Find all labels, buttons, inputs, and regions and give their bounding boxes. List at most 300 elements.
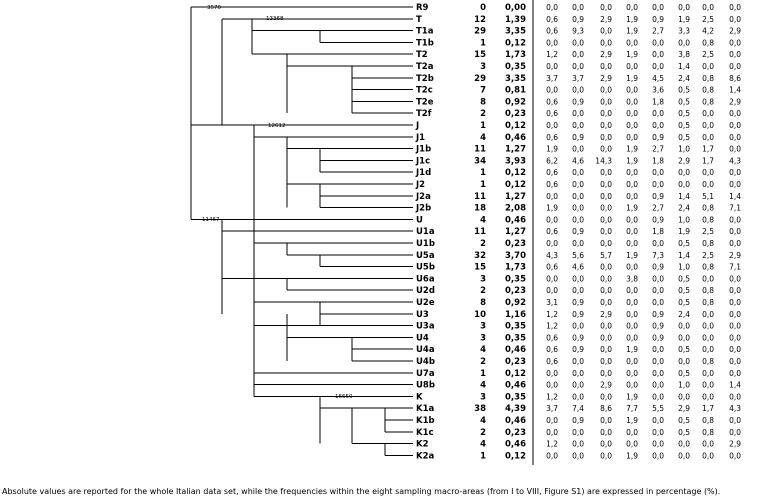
area-frequency-7: 0,0 xyxy=(702,368,714,378)
count-value: 0 xyxy=(480,3,486,13)
table-row xyxy=(416,215,741,225)
table-row xyxy=(416,97,741,107)
area-frequency-7: 0,8 xyxy=(702,85,714,95)
count-value: 11 xyxy=(474,191,486,202)
area-frequency-6: 2,9 xyxy=(678,404,690,414)
total-frequency: 0,92 xyxy=(505,97,526,108)
count-value: 2 xyxy=(480,239,486,249)
area-frequency-2: 4,6 xyxy=(572,262,584,272)
area-frequency-5: 0,9 xyxy=(652,333,664,343)
area-frequency-8: 0,0 xyxy=(729,38,741,48)
area-frequency-5: 1,8 xyxy=(652,227,664,237)
area-frequency-6: 3,8 xyxy=(678,50,690,60)
area-frequency-5: 0,0 xyxy=(652,50,664,60)
area-frequency-6: 0,5 xyxy=(678,368,690,378)
haplogroup-label: K2a xyxy=(416,451,435,462)
area-frequency-5: 0,0 xyxy=(652,109,664,119)
area-frequency-1: 0,6 xyxy=(546,357,558,366)
area-frequency-2: 0,0 xyxy=(572,3,584,12)
area-frequency-8: 0,0 xyxy=(729,392,741,402)
area-frequency-1: 0,0 xyxy=(546,416,558,425)
area-frequency-8: 2,9 xyxy=(729,97,741,107)
area-frequency-4: 1,9 xyxy=(626,26,638,36)
count-value: 3 xyxy=(480,321,486,332)
tree-node-labels xyxy=(202,5,353,400)
area-frequency-8: 0,0 xyxy=(729,132,741,142)
area-frequency-1: 0,0 xyxy=(546,274,558,284)
node-label: 11467 xyxy=(202,217,220,223)
area-frequency-5: 0,0 xyxy=(652,345,664,355)
area-frequency-2: 0,9 xyxy=(572,97,584,107)
area-frequency-3: 0,0 xyxy=(600,38,612,48)
count-value: 12 xyxy=(474,14,486,25)
area-frequency-1: 1,2 xyxy=(546,321,558,331)
count-value: 3 xyxy=(480,274,486,285)
area-frequency-2: 0,0 xyxy=(572,109,584,119)
area-frequency-1: 0,6 xyxy=(546,109,558,119)
area-frequency-2: 3,7 xyxy=(572,73,584,83)
area-frequency-1: 1,2 xyxy=(546,309,558,319)
area-frequency-3: 0,0 xyxy=(600,144,612,154)
haplogroup-label: T2e xyxy=(416,97,434,108)
area-frequency-2: 0,0 xyxy=(572,286,584,296)
table-row xyxy=(416,440,741,450)
area-frequency-1: 0,0 xyxy=(546,215,558,225)
haplogroup-label: J2 xyxy=(416,180,426,190)
area-frequency-3: 2,9 xyxy=(600,73,612,83)
area-frequency-3: 0,0 xyxy=(600,321,612,331)
table-row xyxy=(416,62,741,72)
area-frequency-2: 0,0 xyxy=(572,368,584,378)
area-frequency-3: 0,0 xyxy=(600,274,612,284)
haplogroup-label: T2f xyxy=(416,109,432,120)
area-frequency-5: 1,8 xyxy=(652,97,664,107)
table-row xyxy=(416,404,741,414)
table-row xyxy=(415,145,741,155)
area-frequency-1: 4,3 xyxy=(546,250,558,260)
area-frequency-5: 0,9 xyxy=(652,215,664,225)
total-frequency: 1,73 xyxy=(505,262,526,273)
area-frequency-7: 0,0 xyxy=(702,439,714,449)
count-value: 4 xyxy=(480,416,486,426)
area-frequency-5: 0,0 xyxy=(652,392,664,402)
area-frequency-3: 14,3 xyxy=(595,156,612,166)
haplogroup-label: J1b xyxy=(416,144,432,155)
area-frequency-6: 1,0 xyxy=(678,215,690,225)
area-frequency-4: 0,0 xyxy=(626,3,638,12)
area-frequency-6: 1,4 xyxy=(678,191,690,201)
area-frequency-5: 0,0 xyxy=(652,451,664,461)
area-frequency-3: 0,0 xyxy=(600,333,612,343)
haplogroup-label: T1b xyxy=(416,38,434,49)
table-row xyxy=(416,38,741,48)
total-frequency: 0,12 xyxy=(505,121,526,131)
count-value: 1 xyxy=(480,121,486,131)
area-frequency-4: 0,0 xyxy=(626,309,638,319)
table-row xyxy=(416,357,741,367)
area-frequency-8: 0,0 xyxy=(729,144,741,154)
haplogroup-label: U4 xyxy=(416,333,429,344)
area-frequency-3: 2,9 xyxy=(600,309,612,319)
area-frequency-3: 0,0 xyxy=(600,26,612,36)
count-value: 4 xyxy=(480,380,486,391)
area-frequency-4: 1,9 xyxy=(626,345,638,355)
area-frequency-6: 0,5 xyxy=(678,132,690,142)
area-frequency-8: 0,0 xyxy=(729,121,741,130)
area-frequency-5: 0,0 xyxy=(652,416,664,425)
area-frequency-1: 0,0 xyxy=(546,3,558,12)
count-value: 2 xyxy=(480,427,486,438)
area-frequency-1: 0,6 xyxy=(546,14,558,24)
area-frequency-3: 0,0 xyxy=(600,427,612,437)
count-value: 8 xyxy=(480,97,486,108)
area-frequency-6: 0,0 xyxy=(678,439,690,449)
area-frequency-1: 0,0 xyxy=(546,239,558,248)
area-frequency-3: 5,7 xyxy=(600,250,612,260)
area-frequency-1: 0,6 xyxy=(546,26,558,36)
haplogroup-label: U5a xyxy=(416,250,435,261)
area-frequency-3: 0,0 xyxy=(600,109,612,119)
haplogroup-label: U2d xyxy=(416,286,435,297)
area-frequency-6: 0,5 xyxy=(678,121,690,130)
area-frequency-7: 0,8 xyxy=(702,215,714,225)
area-frequency-2: 5,6 xyxy=(572,250,584,260)
total-frequency: 1,16 xyxy=(505,309,526,320)
area-frequency-7: 0,0 xyxy=(702,121,714,130)
table-row xyxy=(416,27,741,37)
area-frequency-8: 0,0 xyxy=(729,274,741,284)
count-value: 2 xyxy=(480,109,486,120)
area-frequency-1: 0,0 xyxy=(546,38,558,48)
haplogroup-label: R9 xyxy=(416,3,429,13)
total-frequency: 0,35 xyxy=(505,274,526,285)
haplogroup-label: U1a xyxy=(416,227,435,238)
total-frequency: 0,12 xyxy=(505,180,526,190)
area-frequency-1: 0,6 xyxy=(546,227,558,237)
area-frequency-7: 0,0 xyxy=(702,451,714,461)
table-row xyxy=(416,109,741,119)
total-frequency: 0,35 xyxy=(505,321,526,332)
area-frequency-6: 2,4 xyxy=(678,203,690,213)
table-row xyxy=(416,274,741,284)
haplogroup-label: U7a xyxy=(416,368,435,379)
count-value: 38 xyxy=(474,404,486,415)
count-value: 4 xyxy=(480,439,486,450)
area-frequency-8: 0,0 xyxy=(729,168,741,178)
area-frequency-8: 0,0 xyxy=(729,357,741,366)
area-frequency-6: 0,0 xyxy=(678,38,690,48)
area-frequency-4: 1,9 xyxy=(626,14,638,24)
area-frequency-7: 0,0 xyxy=(702,380,714,390)
count-value: 3 xyxy=(480,392,486,403)
area-frequency-4: 1,9 xyxy=(626,416,638,425)
total-frequency: 1,27 xyxy=(505,191,526,202)
area-frequency-3: 0,0 xyxy=(600,357,612,366)
count-value: 34 xyxy=(474,156,486,167)
count-value: 4 xyxy=(480,215,486,226)
area-frequency-2: 0,0 xyxy=(572,180,584,189)
table-row xyxy=(416,3,741,13)
table-row xyxy=(416,74,741,84)
area-frequency-5: 0,0 xyxy=(652,439,664,449)
area-frequency-8: 2,9 xyxy=(729,439,741,449)
area-frequency-4: 7,7 xyxy=(626,404,638,414)
area-frequency-1: 6,2 xyxy=(546,156,558,166)
area-frequency-3: 0,0 xyxy=(600,239,612,248)
area-frequency-7: 1,7 xyxy=(702,156,714,166)
area-frequency-6: 1,9 xyxy=(678,14,690,24)
area-frequency-8: 0,0 xyxy=(729,3,741,12)
area-frequency-4: 1,9 xyxy=(626,250,638,260)
area-frequency-2: 0,0 xyxy=(572,451,584,461)
area-frequency-3: 0,0 xyxy=(600,227,612,237)
count-value: 2 xyxy=(480,286,486,297)
count-value: 15 xyxy=(474,50,486,61)
area-frequency-1: 1,2 xyxy=(546,392,558,402)
area-frequency-1: 0,6 xyxy=(546,262,558,272)
area-frequency-3: 0,0 xyxy=(600,180,612,189)
area-frequency-4: 0,0 xyxy=(626,239,638,248)
area-frequency-7: 5,1 xyxy=(702,191,714,201)
area-frequency-2: 0,0 xyxy=(572,392,584,402)
area-frequency-1: 1,9 xyxy=(546,144,558,154)
area-frequency-4: 0,0 xyxy=(626,427,638,437)
area-frequency-6: 0,5 xyxy=(678,97,690,107)
table-row xyxy=(416,428,741,438)
area-frequency-7: 0,8 xyxy=(702,416,714,425)
area-frequency-2: 0,0 xyxy=(572,168,584,178)
area-frequency-3: 0,0 xyxy=(600,298,612,307)
area-frequency-2: 0,0 xyxy=(572,50,584,60)
area-frequency-7: 4,2 xyxy=(702,26,714,36)
area-frequency-1: 0,6 xyxy=(546,333,558,343)
area-frequency-4: 1,9 xyxy=(626,392,638,402)
area-frequency-1: 3,1 xyxy=(546,298,558,307)
area-frequency-5: 0,0 xyxy=(652,298,664,307)
area-frequency-2: 0,9 xyxy=(572,416,584,425)
area-frequency-5: 0,0 xyxy=(652,239,664,248)
area-frequency-7: 0,0 xyxy=(702,132,714,142)
total-frequency: 0,23 xyxy=(505,357,526,367)
area-frequency-1: 0,0 xyxy=(546,380,558,390)
area-frequency-7: 0,0 xyxy=(702,345,714,355)
table-row xyxy=(416,333,741,343)
total-frequency: 0,46 xyxy=(505,416,526,426)
area-frequency-6: 0,5 xyxy=(678,109,690,119)
area-frequency-6: 1,0 xyxy=(678,380,690,390)
area-frequency-3: 0,0 xyxy=(600,85,612,95)
phylogenetic-tree xyxy=(191,7,413,455)
area-frequency-8: 0,0 xyxy=(729,14,741,24)
area-frequency-6: 3,3 xyxy=(678,26,690,36)
area-frequency-3: 0,0 xyxy=(600,132,612,142)
area-frequency-2: 0,9 xyxy=(572,298,584,307)
total-frequency: 0,12 xyxy=(505,368,526,379)
area-frequency-1: 0,0 xyxy=(546,191,558,201)
table-row xyxy=(415,204,741,214)
haplogroup-label: T2a xyxy=(416,62,434,72)
area-frequency-1: 0,0 xyxy=(546,368,558,378)
area-frequency-8: 2,9 xyxy=(729,26,741,36)
count-value: 1 xyxy=(480,451,486,462)
area-frequency-5: 0,0 xyxy=(652,380,664,390)
total-frequency: 0,23 xyxy=(505,286,526,297)
table-row xyxy=(415,121,741,131)
area-frequency-3: 2,9 xyxy=(600,14,612,24)
area-frequency-2: 0,0 xyxy=(572,215,584,225)
area-frequency-1: 0,0 xyxy=(546,427,558,437)
haplogroup-label: K xyxy=(416,392,423,403)
area-frequency-3: 0,0 xyxy=(600,203,612,213)
total-frequency: 0,35 xyxy=(505,392,526,403)
area-frequency-3: 0,0 xyxy=(600,416,612,425)
area-frequency-1: 1,2 xyxy=(546,439,558,449)
haplogroup-label: J2a xyxy=(416,191,431,202)
total-frequency: 0,46 xyxy=(505,132,526,143)
area-frequency-5: 0,0 xyxy=(652,168,664,178)
total-frequency: 0,92 xyxy=(505,298,526,308)
area-frequency-1: 0,6 xyxy=(546,168,558,178)
area-frequency-6: 0,0 xyxy=(678,392,690,402)
area-frequency-4: 0,0 xyxy=(626,85,638,95)
area-frequency-7: 0,0 xyxy=(702,109,714,119)
area-frequency-2: 0,9 xyxy=(572,227,584,237)
area-frequency-8: 7,1 xyxy=(729,262,741,272)
table-row xyxy=(416,322,741,332)
area-frequency-3: 0,0 xyxy=(600,451,612,461)
area-frequency-8: 0,0 xyxy=(729,333,741,343)
haplogroup-label: T2c xyxy=(416,85,433,96)
area-frequency-6: 2,4 xyxy=(678,73,690,83)
area-frequency-5: 0,9 xyxy=(652,262,664,272)
area-frequency-5: 0,9 xyxy=(652,321,664,331)
table-row xyxy=(415,156,741,166)
haplogroup-label: J1 xyxy=(416,132,426,143)
table-row xyxy=(415,168,741,178)
area-frequency-6: 1,9 xyxy=(678,227,690,237)
area-frequency-3: 0,0 xyxy=(600,439,612,449)
area-frequency-5: 0,0 xyxy=(652,3,664,12)
count-value: 18 xyxy=(474,203,486,214)
area-frequency-6: 0,0 xyxy=(678,180,690,189)
total-frequency: 0,12 xyxy=(505,168,526,179)
area-frequency-2: 0,0 xyxy=(572,203,584,213)
haplogroup-table xyxy=(415,3,741,461)
area-frequency-2: 0,0 xyxy=(572,439,584,449)
total-frequency: 0,23 xyxy=(505,239,526,249)
count-value: 8 xyxy=(480,298,486,308)
area-frequency-5: 2,7 xyxy=(652,144,664,154)
area-frequency-7: 0,8 xyxy=(702,262,714,272)
area-frequency-1: 0,6 xyxy=(546,132,558,142)
area-frequency-2: 0,9 xyxy=(572,345,584,355)
area-frequency-7: 1,7 xyxy=(702,144,714,154)
haplogroup-label: U3 xyxy=(416,309,429,320)
count-value: 32 xyxy=(474,250,486,261)
area-frequency-5: 0,0 xyxy=(652,62,664,71)
table-row xyxy=(416,15,741,25)
total-frequency: 0,35 xyxy=(505,62,526,72)
area-frequency-4: 1,9 xyxy=(626,203,638,213)
table-row xyxy=(416,86,741,96)
area-frequency-3: 0,0 xyxy=(600,345,612,355)
area-frequency-8: 4,3 xyxy=(729,404,741,414)
haplogroup-label: U8b xyxy=(416,380,435,391)
table-row xyxy=(416,227,741,237)
area-frequency-7: 0,8 xyxy=(702,286,714,296)
haplogroup-label: K1b xyxy=(416,416,435,426)
count-value: 11 xyxy=(474,227,486,238)
area-frequency-1: 1,2 xyxy=(546,50,558,60)
area-frequency-5: 4,5 xyxy=(652,73,664,83)
area-frequency-5: 3,6 xyxy=(652,85,664,95)
area-frequency-8: 0,0 xyxy=(729,50,741,60)
area-frequency-7: 2,5 xyxy=(702,14,714,24)
area-frequency-2: 0,0 xyxy=(572,191,584,201)
haplogroup-label: U4a xyxy=(416,345,435,356)
area-frequency-4: 3,8 xyxy=(626,274,638,284)
area-frequency-1: 3,7 xyxy=(546,404,558,414)
haplogroup-label: J xyxy=(416,121,420,131)
total-frequency: 4,39 xyxy=(505,404,526,415)
area-frequency-6: 0,5 xyxy=(678,345,690,355)
haplogroup-label: J1d xyxy=(416,168,432,179)
area-frequency-5: 2,7 xyxy=(652,203,664,213)
area-frequency-6: 0,0 xyxy=(678,168,690,178)
area-frequency-7: 0,8 xyxy=(702,203,714,213)
total-frequency: 1,27 xyxy=(505,144,526,155)
area-frequency-8: 0,0 xyxy=(729,109,741,119)
area-frequency-7: 0,8 xyxy=(702,73,714,83)
area-frequency-2: 0,9 xyxy=(572,333,584,343)
area-frequency-2: 0,0 xyxy=(572,239,584,248)
total-frequency: 0,81 xyxy=(505,85,526,96)
area-frequency-5: 0,0 xyxy=(652,427,664,437)
total-frequency: 3,93 xyxy=(505,156,526,167)
area-frequency-6: 0,0 xyxy=(678,451,690,461)
area-frequency-4: 1,9 xyxy=(626,451,638,461)
haplogroup-label: T1a xyxy=(416,26,434,37)
area-frequency-6: 0,5 xyxy=(678,274,690,284)
area-frequency-1: 0,0 xyxy=(546,85,558,95)
haplogroup-label: K1a xyxy=(416,404,435,415)
area-frequency-3: 0,0 xyxy=(600,392,612,402)
haplogroup-label: T xyxy=(416,14,422,25)
area-frequency-2: 0,0 xyxy=(572,427,584,437)
area-frequency-7: 0,0 xyxy=(702,62,714,71)
area-frequency-8: 0,0 xyxy=(729,427,741,437)
table-row xyxy=(415,133,741,143)
area-frequency-1: 0,0 xyxy=(546,121,558,130)
area-frequency-7: 0,0 xyxy=(702,392,714,402)
area-frequency-4: 0,0 xyxy=(626,321,638,331)
haplogroup-label: U3a xyxy=(416,321,435,332)
area-frequency-5: 0,0 xyxy=(652,368,664,378)
haplogroup-label: U1b xyxy=(416,239,435,249)
area-frequency-8: 0,0 xyxy=(729,227,741,237)
total-frequency: 3,35 xyxy=(505,73,526,84)
area-frequency-5: 0,9 xyxy=(652,191,664,201)
haplogroup-label: U5b xyxy=(416,262,435,273)
area-frequency-4: 0,0 xyxy=(626,357,638,366)
count-value: 1 xyxy=(480,38,486,49)
area-frequency-8: 0,0 xyxy=(729,286,741,296)
area-frequency-2: 7,4 xyxy=(572,404,584,414)
area-frequency-6: 0,0 xyxy=(678,333,690,343)
table-row xyxy=(416,298,741,308)
area-frequency-6: 0,5 xyxy=(678,427,690,437)
area-frequency-8: 0,0 xyxy=(729,416,741,425)
